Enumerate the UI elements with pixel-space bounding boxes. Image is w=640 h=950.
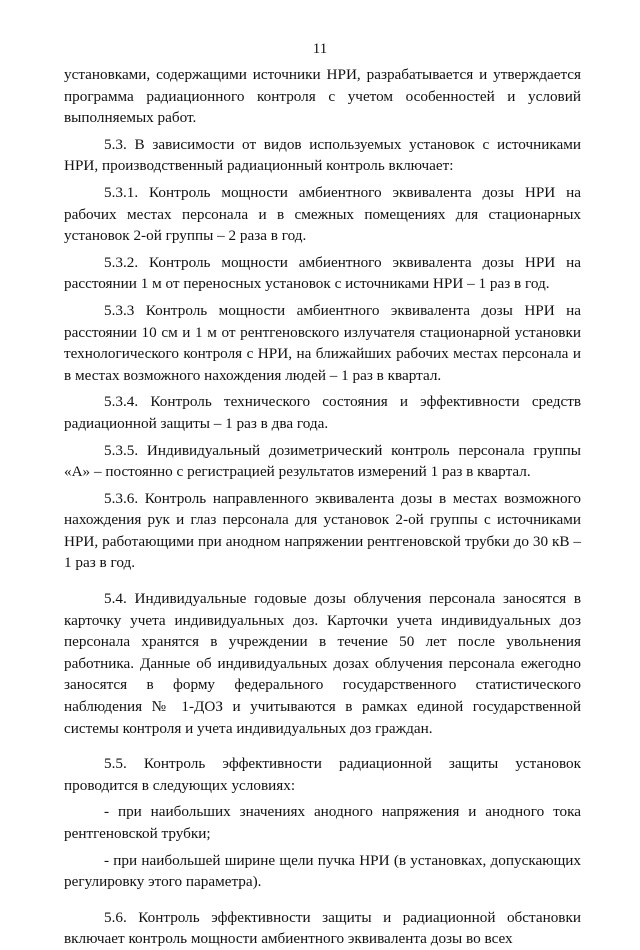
paragraph-5-3-4: 5.3.4. Контроль технического состояния и эффективности средств радиационной защиты – 1 раз в два года.	[64, 393, 581, 432]
paragraph-5-6: 5.6. Контроль эффективности защиты и радиационной обстановки включает контроль мощности амбиентного эквивалента дозы во всех	[64, 908, 581, 948]
paragraph-5-3-6: 5.3.6. Контроль направленного эквивалента дозы в местах возможного нахождения рук и глаз персонала для установок 2-ой группы с источниками НРИ, работающими при анодном напряжении рентгеновской трубки до 30 кВ – 1 раз в год.	[64, 489, 581, 572]
paragraph-5-3-1: 5.3.1. Контроль мощности амбиентного эквивалента дозы НРИ на рабочих местах персонала и в смежных помещениях для стационарных установок 2-ой группы – 2 раза в год.	[64, 183, 581, 245]
document-body	[64, 64, 581, 950]
page-number: 11	[312, 41, 328, 57]
paragraph-5-3-3: 5.3.3 Контроль мощности амбиентного эквивалента дозы НРИ на расстоянии 10 см и 1 м от рентгеновского излучателя стационарной установки технологического контроля с НРИ, на ближайших рабочих местах персонала и в местах возможного нахождения людей – 1 раз в квартал.	[64, 301, 581, 384]
paragraph-5-3-5: 5.3.5. Индивидуальный дозиметрический контроль персонала группы «А» – постоянно с регистрацией результатов измерений 1 раз в квартал.	[64, 441, 581, 481]
paragraph-5-3-2: 5.3.2. Контроль мощности амбиентного эквивалента дозы НРИ на расстоянии 1 м от переносных установок с источниками НРИ – 1 раз в год.	[64, 253, 581, 293]
paragraph-5-4: 5.4. Индивидуальные годовые дозы облучения персонала заносятся в карточку учета индивидуальных доз. Карточки учета индивидуальных доз персонала хранятся в учреждении в течение 50 лет после увольнения работника. Данные об индивидуальных дозах облучения персонала ежегодно заносятся в форму федерального государственного статистического наблюдения № 1-ДОЗ и учитываются в рамках единой государственной системы контроля и учета индивидуальных доз граждан.	[64, 590, 581, 737]
paragraph-continuation: установками, содержащими источники НРИ, разрабатывается и утверждается программа радиационного контроля с учетом особенностей и условий выполняемых работ.	[64, 66, 581, 127]
paragraph-5-5-item-1: - при наибольших значениях анодного напряжения и анодного тока рентгеновской трубки;	[64, 803, 581, 842]
paragraph-5-5-item-2: - при наибольшей ширине щели пучка НРИ (в установках, допускающих регулировку этого параметра).	[64, 851, 581, 891]
paragraph-5-5: 5.5. Контроль эффективности радиационной защиты установок проводится в следующих условиях:	[64, 755, 581, 794]
paragraph-5-3: 5.3. В зависимости от видов используемых установок с источниками НРИ, производственный радиационный контроль включает:	[64, 135, 581, 175]
